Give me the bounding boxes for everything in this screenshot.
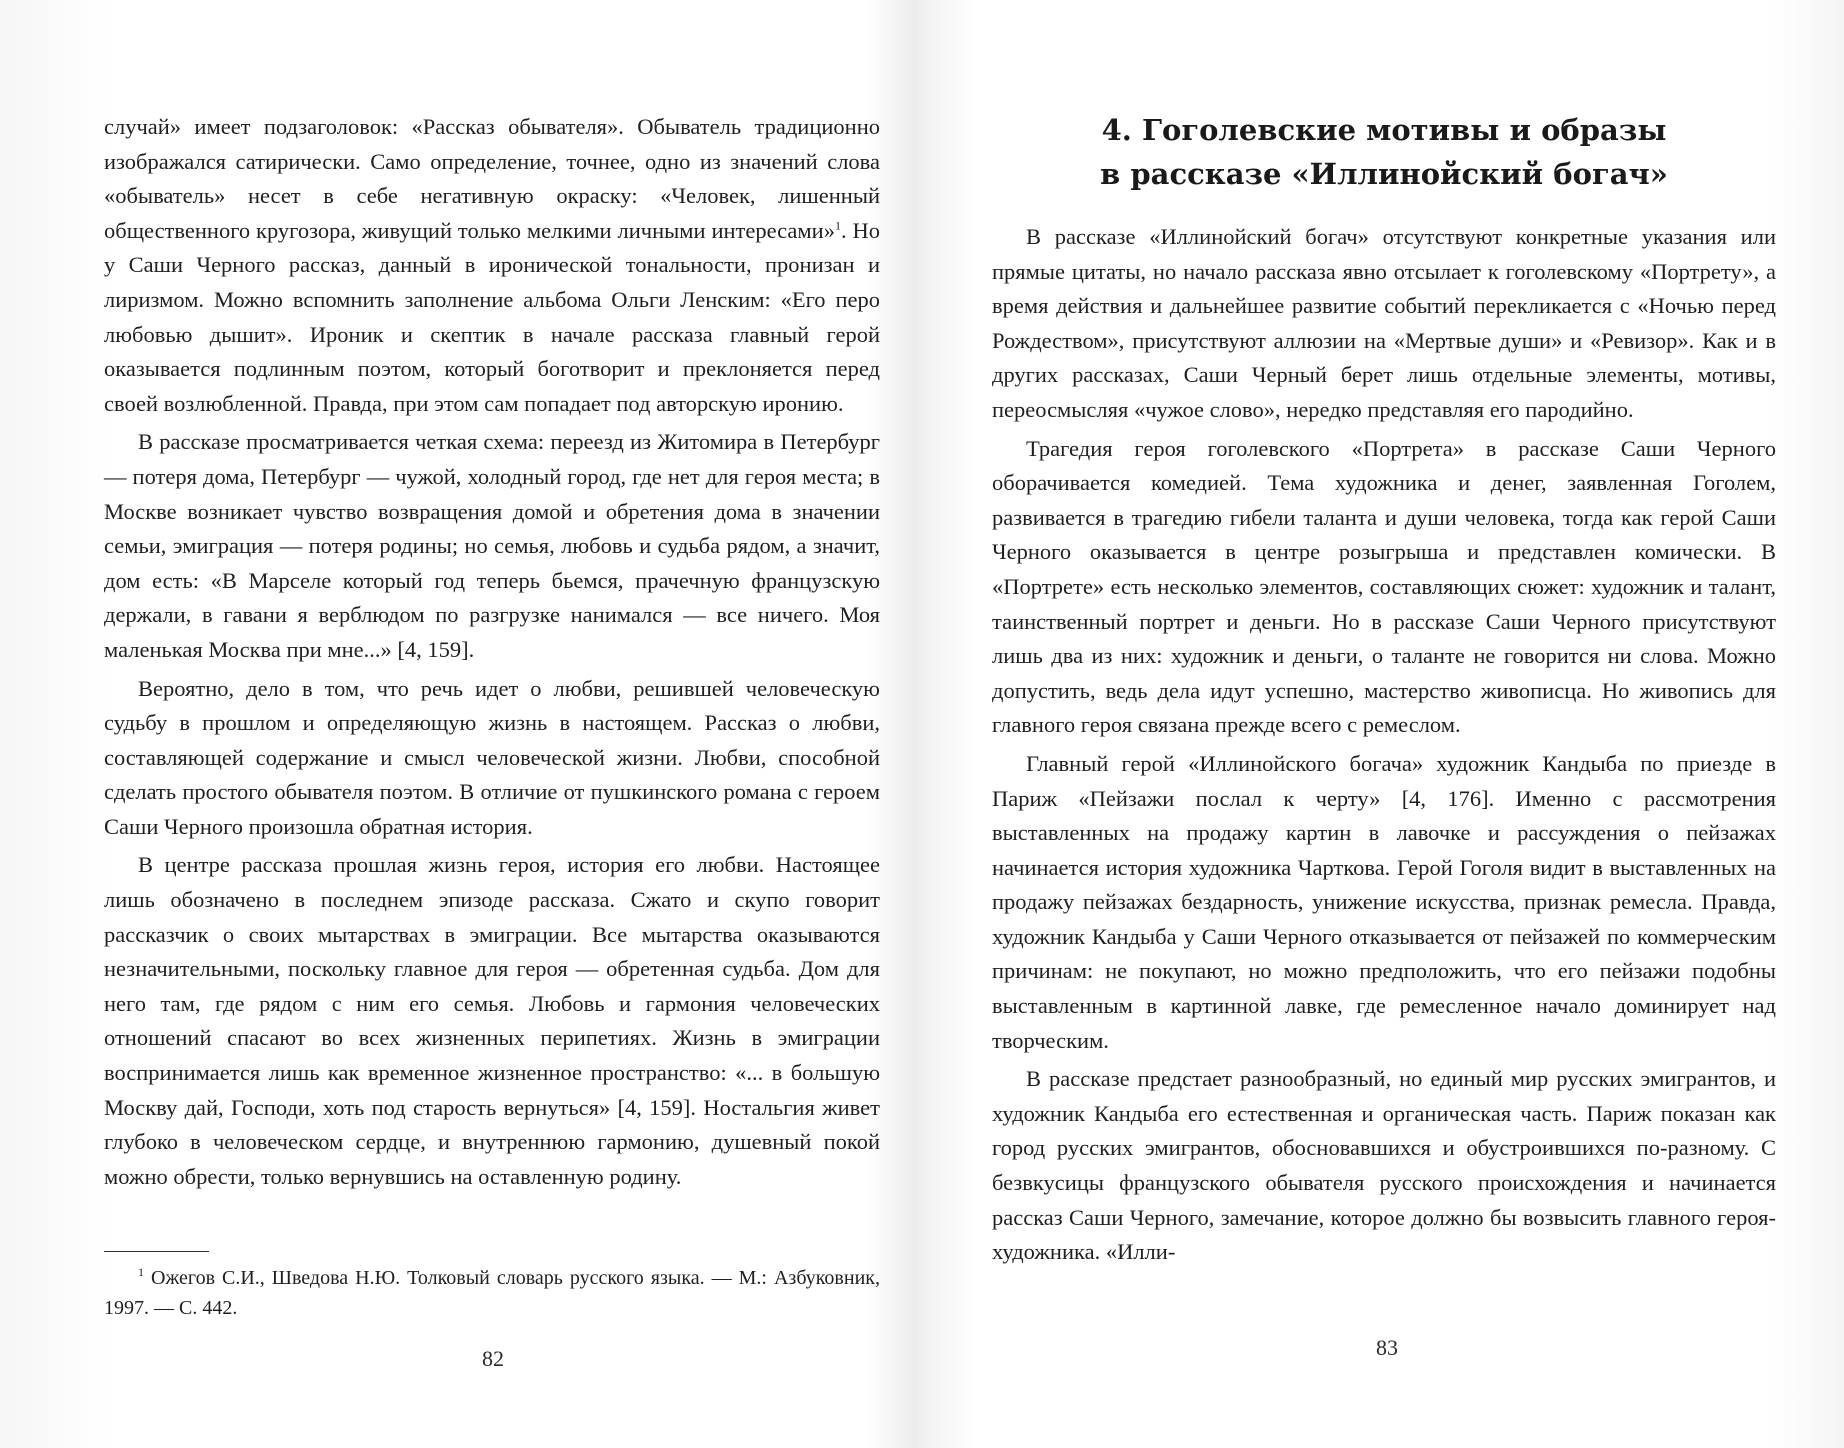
right-paragraph-2: Трагедия героя гоголевского «Портрета» в рассказе Саши Черного оборачивается комедией. Тема художника и денег, заявленная Гоголем, развивается в трагедию гибели таланта и души человека, тогда как герой Саши Черного оказывается в центре розыгрыша и представлен комически. В «Портрете» есть несколько элементов, составляющих сюжет: художник и талант, таинственный портрет и деньги. Но в рассказе Саши Черного присутствуют лишь два из них: художник и деньги, о таланте не говорится ни слова. Можно допустить, ведь дела идут успешно, мастерство живописца. Но живопись для главного героя связана прежде всего с ремеслом. (992, 435, 1776, 738)
left-paragraph-4: В центре рассказа прошлая жизнь героя, история его любви. Настоящее лишь обозначено в последнем эпизоде рассказа. Сжато и скупо говорит рассказчик о своих мытарствах в эмиграции. Все мытарства оказываются незначительными, поскольку главное для героя — обретенная судьба. Дом для него там, где рядом с ним его семья. Любовь и гармония человеческих отношений спасают во всех жизненных перипетиях. Жизнь в эмиграции воспринимается лишь как временное жизненное пространство: «... в большую Москву дай, Господи, хоть под старость вернуться» [4, 159]. Ностальгия живет глубоко в человеческом сердце, и внутреннюю гармонию, душевный покой можно обрести, только вернувшись на оставленную родину. (104, 852, 880, 1189)
right-page-body (992, 220, 1776, 1270)
footnote-divider (104, 1251, 209, 1252)
page-number-right: 83 (1376, 1335, 1398, 1360)
left-paragraph-2: В рассказе просматривается четкая схема: переезд из Житомира в Петербург — потеря дома, Петербург — чужой, холодный город, где нет для героя места; в Москве возникает чувство возвращения домой и обретения дома в значении семьи, эмиграция — потеря родины; но семья, любовь и судьба рядом, а значит, дом есть: «В Марселе который год теперь бьемся, прачечную французскую держали, в гавани я верблюдом по разгрузке нанимался — все ничего. Моя маленькая Москва при мне...» [4, 159]. (104, 429, 880, 662)
footnote-marker: 1 (138, 1265, 144, 1280)
right-paragraph-3: Главный герой «Иллинойского богача» художник Кандыба по приезде в Париж «Пейзажи послал к черту» [4, 176]. Именно с рассмотрения выставленных на продажу картин в лавочке и рассуждения о пейзажах начинается история художника Чарткова. Герой Гоголя видит в выставленных на продажу пейзажах бездарность, унижение искусства, признак ремесла. Правда, художник Кандыба у Саши Черного отказывается от пейзажей по коммерческим причинам: не покупают, но можно предположить, что его пейзажи подобны выставленным в картинной лавке, где ремесленное начало доминирует над творческим. (992, 750, 1776, 1053)
left-paragraph-3: Вероятно, дело в том, что речь идет о любви, решившей человеческую судьбу в прошлом и определяющую жизнь в настоящем. Рассказ о любви, составляющей содержание и смысл человеческой жизни. Любви, способной сделать простого обывателя поэтом. В отличие от пушкинского романа с героем Саши Черного произошла обратная история. (104, 675, 880, 839)
left-paragraph-1-continuation: . Но у Саши Черного рассказ, данный в иронической тональности, пронизан и лиризмом. Можно вспомнить заполнение альбома Ольги Ленским: «Его перо любовью дышит». Ироник и скептик в начале рассказа главный герой оказывается подлинным поэтом, который боготворит и преклоняется перед своей возлюбленной. Правда, при этом сам попадает под авторскую иронию. (104, 217, 881, 416)
right-paragraph-4: В рассказе предстает разнообразный, но единый мир русских эмигрантов, и художник Кандыба его естественная и органическая часть. Париж показан как город русских эмигрантов, обосновавшихся и обустроившихся по-разному. С безвкусицы французского обывателя русского происхождения и начинается рассказ Саши Черного, замечание, которое должно бы возвысить главного героя-художника. «Илли- (992, 1066, 1776, 1265)
left-paragraph-1 (104, 110, 880, 421)
section-heading (992, 108, 1776, 196)
right-page (922, 0, 1844, 1448)
right-paragraph-1: В рассказе «Иллинойский богач» отсутствуют конкретные указания или прямые цитаты, но начало рассказа явно отсылает к гоголевскому «Портрету», а время действия и дальнейшее развитие событий перекликается с «Ночью перед Рождеством», присутствуют аллюзии на «Мертвые души» и «Ревизор». Как и в других рассказах, Саши Черный берет лишь отдельные элементы, мотивы, переосмысляя «чужое слово», нередко представляя его пародийно. (992, 224, 1776, 422)
left-paragraph-1-text: случай» имеет подзаголовок: «Рассказ обывателя». Обыватель традиционно изображался сатирически. Само определение, точнее, одно из значений слова «обыватель» несет в себе негативную окраску: «Человек, лишенный общественного кругозора, живущий только мелкими личными интересами» (104, 114, 880, 243)
footnote-reference[interactable]: 1 (834, 218, 841, 233)
footnote (104, 1263, 880, 1323)
page-number-left: 82 (482, 1346, 504, 1371)
footnote-text: Ожегов С.И., Шведова Н.Ю. Толковый словарь русского языка. — М.: Азбуковник, 1997. — С. 442. (104, 1267, 880, 1319)
left-page-body (104, 110, 880, 1194)
section-heading-line-2: в рассказе «Иллинойский богач» (1100, 157, 1668, 191)
section-heading-line-1: 4. Гоголевские мотивы и образы (1101, 113, 1667, 147)
